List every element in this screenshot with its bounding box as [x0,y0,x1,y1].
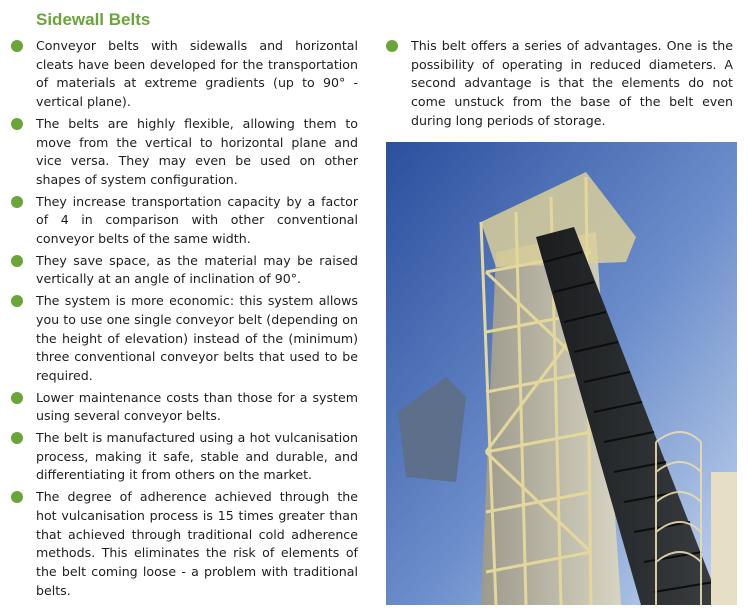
bullet-text: The belts are highly flexible, allowing them to move from the vertical to horizontal plane and vice versa. They may even be used on other shapes of system configuration. [36,115,358,187]
list-item [10,252,358,289]
bullet-icon [11,255,23,267]
bullet-text: They increase transportation capacity by a factor of 4 in comparison with other conventional conveyor belts of the same width. [36,193,358,247]
list-item [10,488,358,600]
left-bullet-list [10,37,358,603]
list-item [385,37,733,131]
bullet-icon [11,491,23,503]
list-item [10,37,358,112]
bullet-text: The belt is manufactured using a hot vulcanisation process, making it safe, stable and durable, and differentiating it from others on the market. [36,430,358,483]
bullet-text: The system is more economic: this system allows you to use one single conveyor belt (depending on the height of elevation) instead of the (minimum) three conventional conveyor belts that used to be required. [36,293,358,383]
bullet-text: This belt offers a series of advantages. One is the possibility of operating in reduced diameters. A second advantage is that the elements do not come unstuck from the base of the belt even during long periods of storage. [411,38,733,128]
bullet-text: Conveyor belts with sidewalls and horizontal cleats have been developed for the transportation of materials at extreme gradients (up to 90° - vertical plane). [36,38,358,110]
bullet-icon [11,40,23,52]
list-item [10,292,358,386]
bullet-icon [11,295,23,307]
bullet-text: They save space, as the material may be raised vertically at an angle of inclination of 90°. [36,252,358,287]
bullet-text: Lower maintenance costs than those for a system using several conveyor belts. [36,389,358,424]
bullet-icon [11,196,23,208]
page-title: Sidewall Belts [36,10,151,29]
bullet-icon [11,392,23,404]
bullet-text: The degree of adherence achieved through the hot vulcanisation process is 15 times greater than that achieved through traditional cold adherence methods. This eliminates the risk of elements of the belt coming loose - a problem with traditional belts. [36,489,358,598]
list-item [10,193,358,249]
list-item [10,389,358,426]
right-bullet-list [385,37,733,134]
conveyor-tower-photo [386,142,737,605]
list-item [10,115,358,190]
bullet-icon [11,432,23,444]
list-item [10,429,358,485]
bullet-icon [11,118,23,130]
bullet-icon [386,40,398,52]
